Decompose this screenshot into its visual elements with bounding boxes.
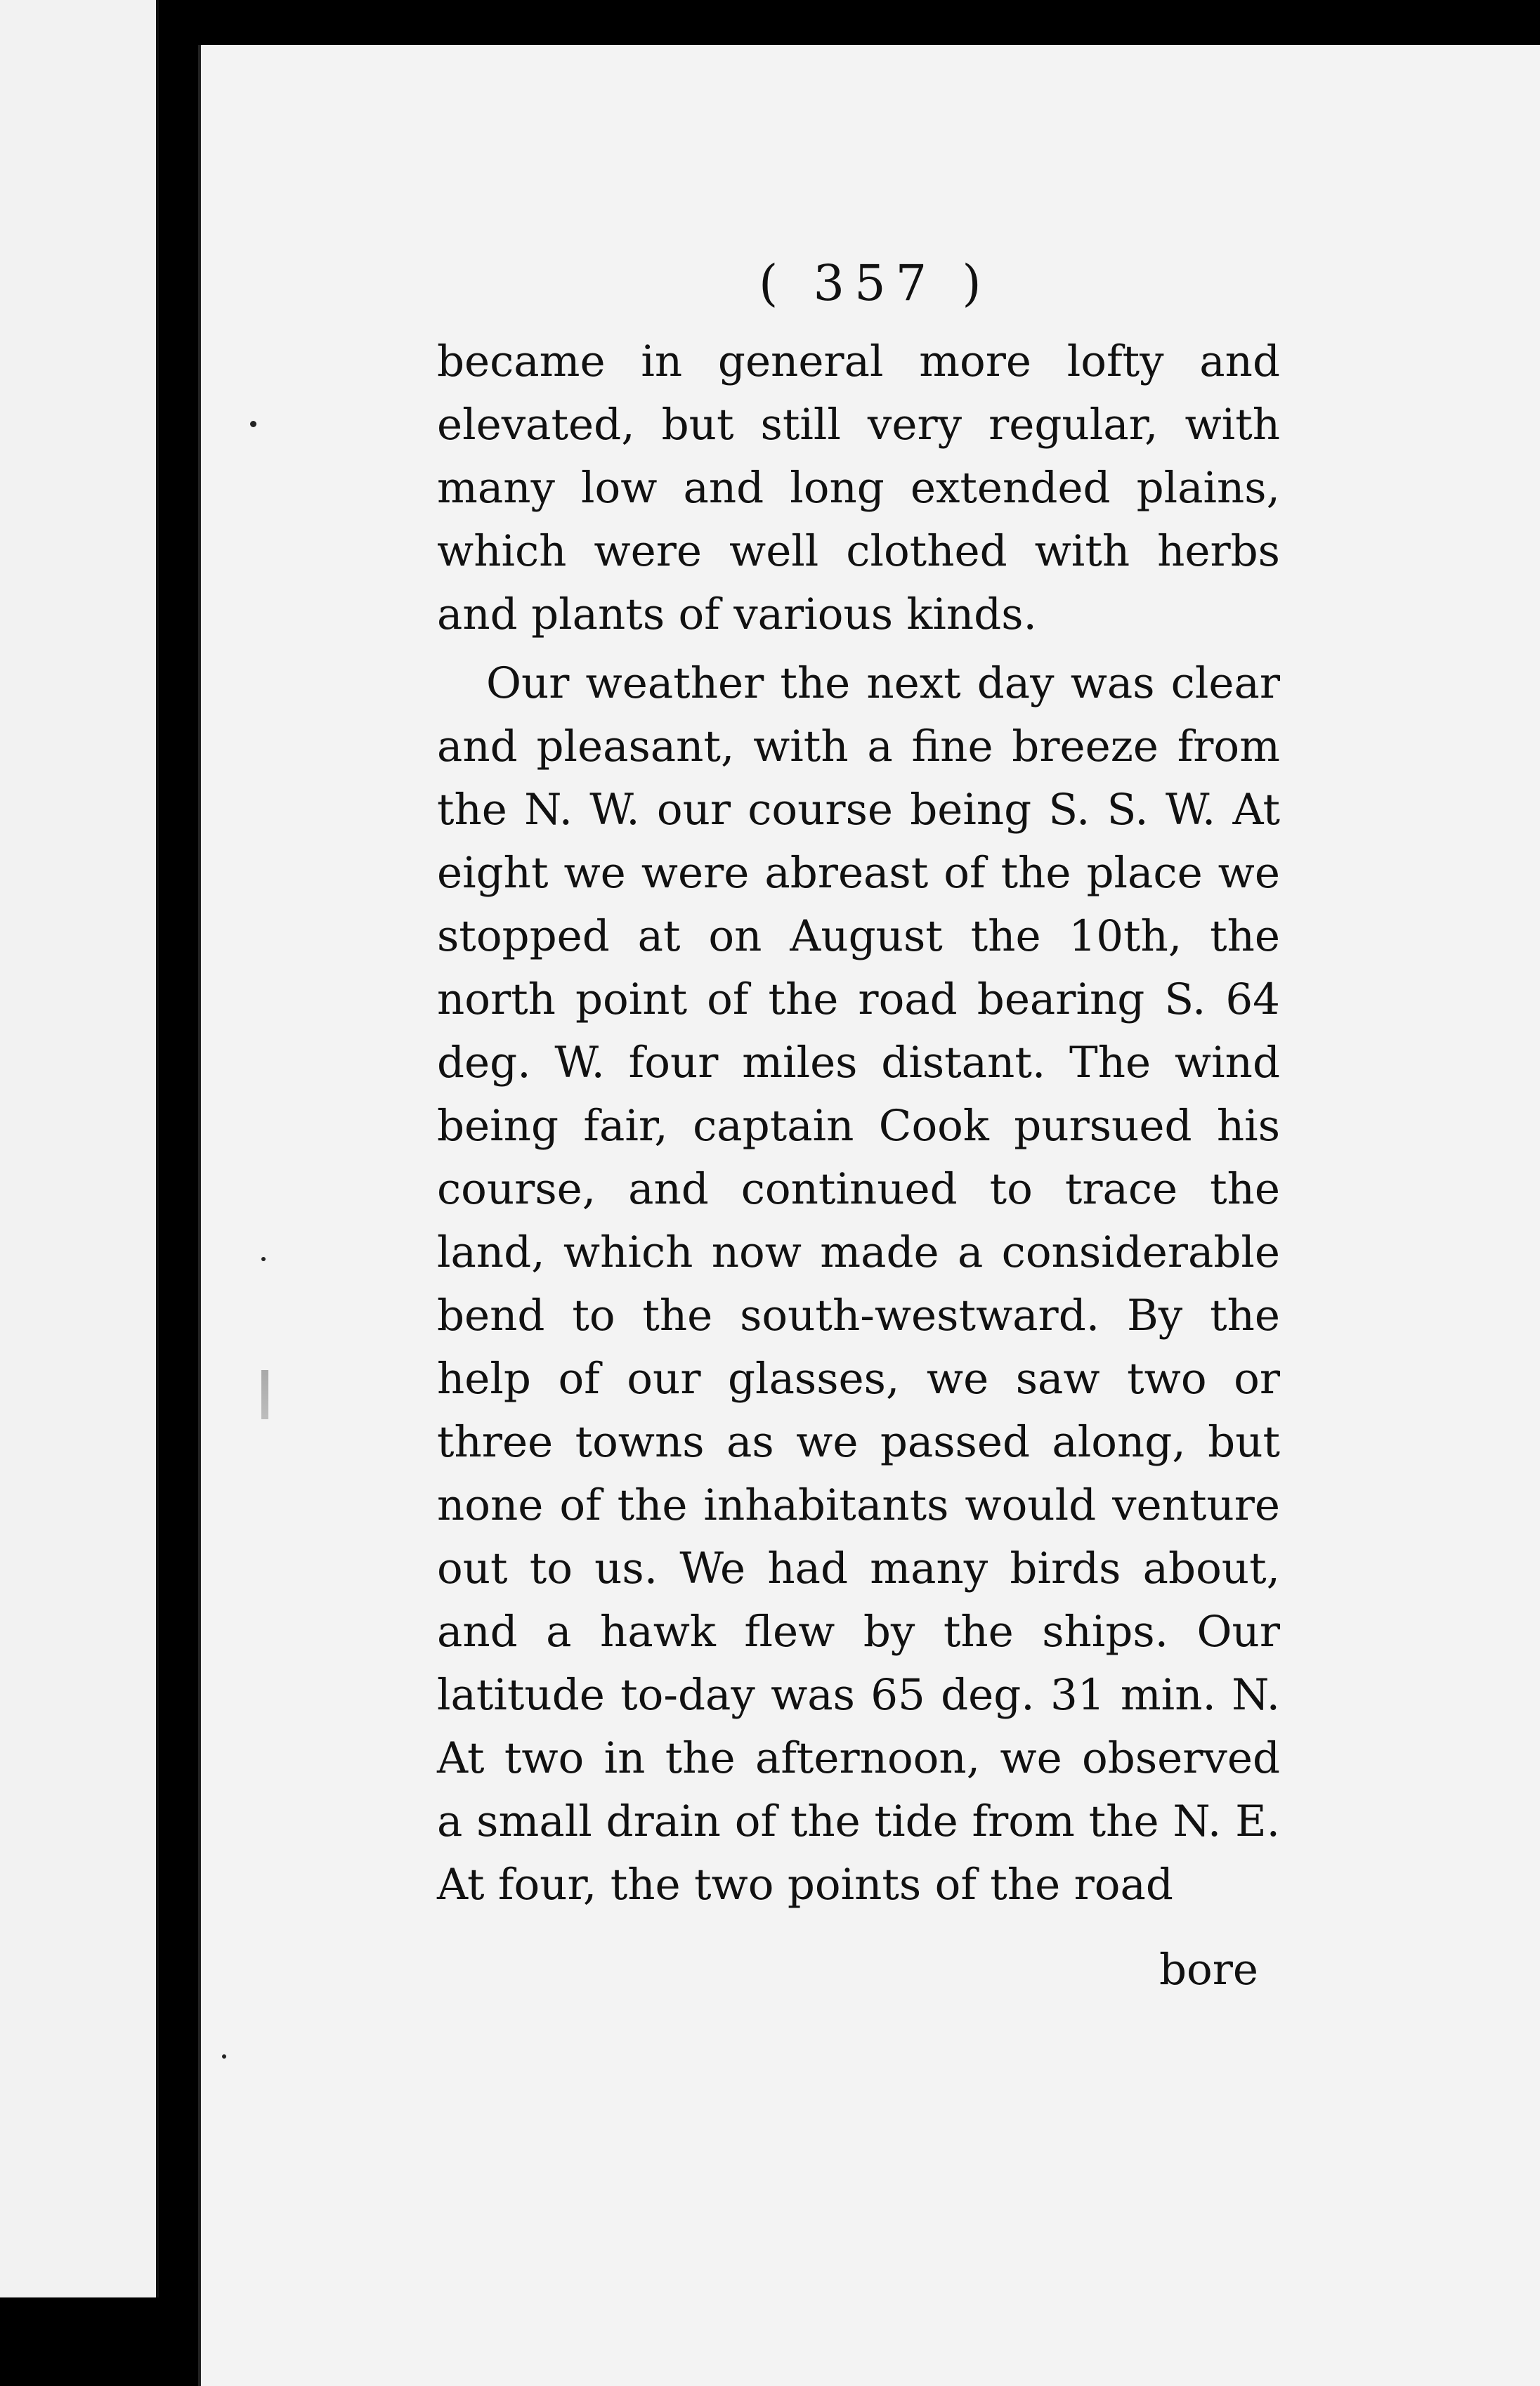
book-gutter (159, 0, 201, 2386)
paragraph-1: became in general more lofty and elevated, but still very regular, with many low and long extended plains, which were well clothed with herbs and plants of various kinds. (437, 337, 1280, 639)
margin-speck (222, 2054, 226, 2059)
margin-speck (250, 421, 256, 427)
left-page-edge (0, 0, 160, 2297)
page-body (437, 330, 1280, 1917)
catchword: bore (1159, 1945, 1259, 1995)
margin-smudge (261, 1370, 268, 1419)
page-number-header: ( 357 ) (759, 254, 991, 312)
paragraph-2: Our weather the next day was clear and pleasant, with a fine breeze from the N. W. our course being S. S. W. At eight we were abreast of the place we stopped at on August the 10th, the north point of the road bearing S. 64 deg. W. four miles distant. The wind being fair, captain Cook pursued his course, and continued to trace the land, which now made a considerable bend to the south-westward. By the help of our glasses, we saw two or three towns as we passed along, but none of the inhabitants would venture out to us. We had many birds about, and a hawk flew by the ships. Our latitude to-day was 65 deg. 31 min. N. At two in the afternoon, we observed a small drain of the tide from the N. E. At four, the two points of the road (437, 658, 1280, 1910)
margin-speck (261, 1257, 266, 1261)
